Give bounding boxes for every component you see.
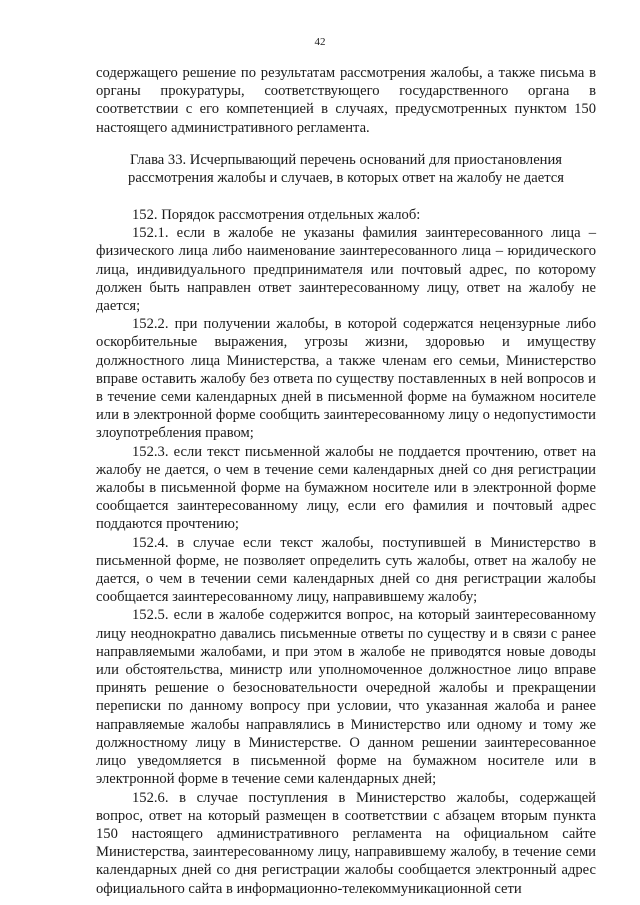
paragraph-152-2: 152.2. при получении жалобы, в которой содержатся нецензурные либо оскорбительные выражения, угрозы жизни, здоровью и имуществу должностного лица Министерства, а также членам его семьи, Министерство вправе оставить жалобу без ответа по существу поставленных в ней вопросов и в течение семи календарных дней в письменной форме на бумажном носителе или в электронной форме сообщить заинтересованному лицу о недопустимости злоупотребления правом; [96,316,596,442]
paragraph-152-4: 152.4. в случае если текст жалобы, поступившей в Министерство в письменной форме, не позволяет определить суть жалобы, ответ на жалобу не дается, о чем в течении семи календарных дней со дня регистрации жалобы сообщается заинтересованному лицу, направившему жалобу; [96,534,596,606]
intro-paragraph: содержащего решение по результатам рассмотрения жалобы, а также письма в органы прокуратуры, соответствующего государственного органа в соответствии с его компетенцией в случаях, предусмотренных пунктом 150 настоящего административного регламента. [96,65,596,136]
chapter-heading: Глава 33. Исчерпывающий перечень оснований для приостановления рассмотрения жалобы и случаев, в которых ответ на жалобу не дается [128,152,564,187]
paragraph-152-1: 152.1. если в жалобе не указаны фамилия заинтересованного лица – физического лица либо наименование заинтересованного лица – юридического лица, индивидуального предпринимателя или почтовый адрес, по которому должен быть направлен ответ заинтересованному лицу, ответ на жалобу не дается; [96,225,596,315]
paragraph-152-6: 152.6. в случае поступления в Министерство жалобы, содержащей вопрос, ответ на который размещен в соответствии с абзацем вторым пункта 150 настоящего административного регламента на официальном сайте Министерства, заинтересованному лицу, направившему жалобу, в течение семи календарных дней со дня регистрации жалобы сообщается электронный адрес официального сайта в информационно-телекоммуникационной сети [96,789,596,897]
paragraph-152: 152. Порядок рассмотрения отдельных жалоб: [132,207,421,223]
paragraph-152-5: 152.5. если в жалобе содержится вопрос, на который заинтересованному лицу неоднократно давались письменные ответы по существу и в связи с ранее направляемыми жалобами, и при этом в жалобе не приводятся новые доводы или обстоятельства, министр или уполномоченное должностное лицо вправе принять решение о безосновательности очередной жалобы и прекращении переписки по данному вопросу при условии, что указанная жалоба и ранее направляемые жалобы направлялись в Министерство или одному и тому же должностному лицу в Министерстве. О данном решении заинтересованное лицо уведомляется в письменной форме на бумажном носителе или в электронной форме в течение семи календарных дней; [96,607,596,788]
main-body [96,206,596,898]
page-number: 42 [314,36,326,48]
intro-paragraph-block [96,64,596,137]
paragraph-152-3: 152.3. если текст письменной жалобы не поддается прочтению, ответ на жалобу не дается, о чем в течение семи календарных дней со дня регистрации жалобы в письменной форме на бумажном носителе или в электронной форме сообщается заинтересованному лицу, если его фамилия и почтовый адрес поддаются прочтению; [96,443,596,533]
